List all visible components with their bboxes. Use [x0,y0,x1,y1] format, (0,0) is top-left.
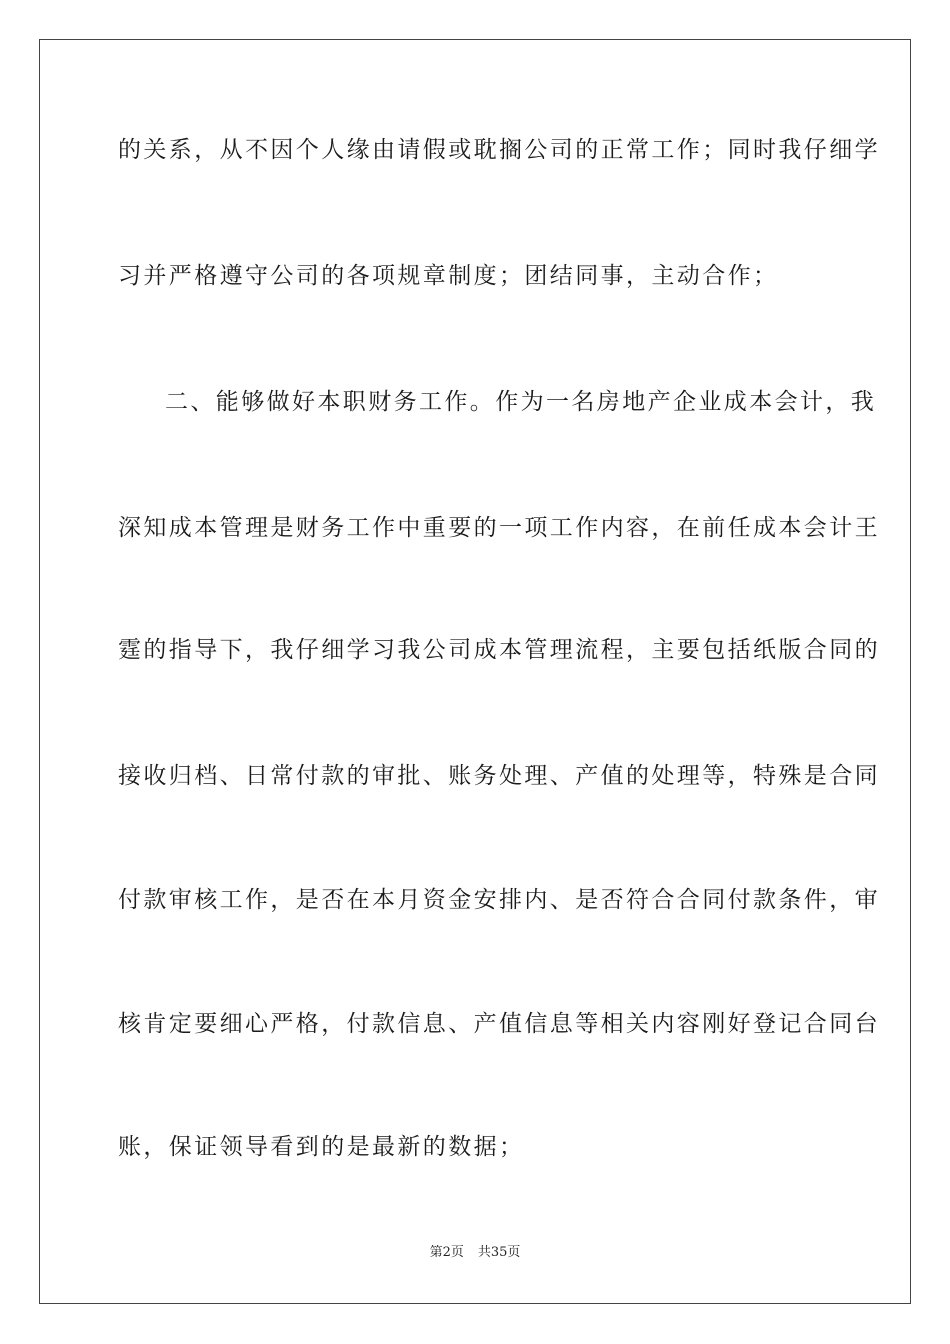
body-line-2: 习并严格遵守公司的各项规章制度；团结同事，主动合作； [118,263,779,289]
body-line-9: 账，保证领导看到的是最新的数据； [118,1134,525,1160]
body-line-6: 接收归档、日常付款的审批、账务处理、产值的处理等，特殊是合同 [118,763,880,789]
body-line-3: 二、能够做好本职财务工作。作为一名房地产企业成本会计，我 [165,389,877,415]
body-line-4: 深知成本管理是财务工作中重要的一项工作内容，在前任成本会计王 [118,515,880,541]
body-line-8: 核肯定要细心严格，付款信息、产值信息等相关内容刚好登记合同台 [118,1011,880,1037]
page-total: 共35页 [477,1245,521,1260]
body-line-5: 霆的指导下，我仔细学习我公司成本管理流程，主要包括纸版合同的 [118,637,880,663]
body-line-7: 付款审核工作，是否在本月资金安排内、是否符合合同付款条件，审 [118,887,880,913]
body-line-1: 的关系，从不因个人缘由请假或耽搁公司的正常工作；同时我仔细学 [118,137,880,163]
page-number: 第2页 [429,1245,464,1260]
page-border [39,39,911,1304]
page-footer [0,1245,950,1261]
